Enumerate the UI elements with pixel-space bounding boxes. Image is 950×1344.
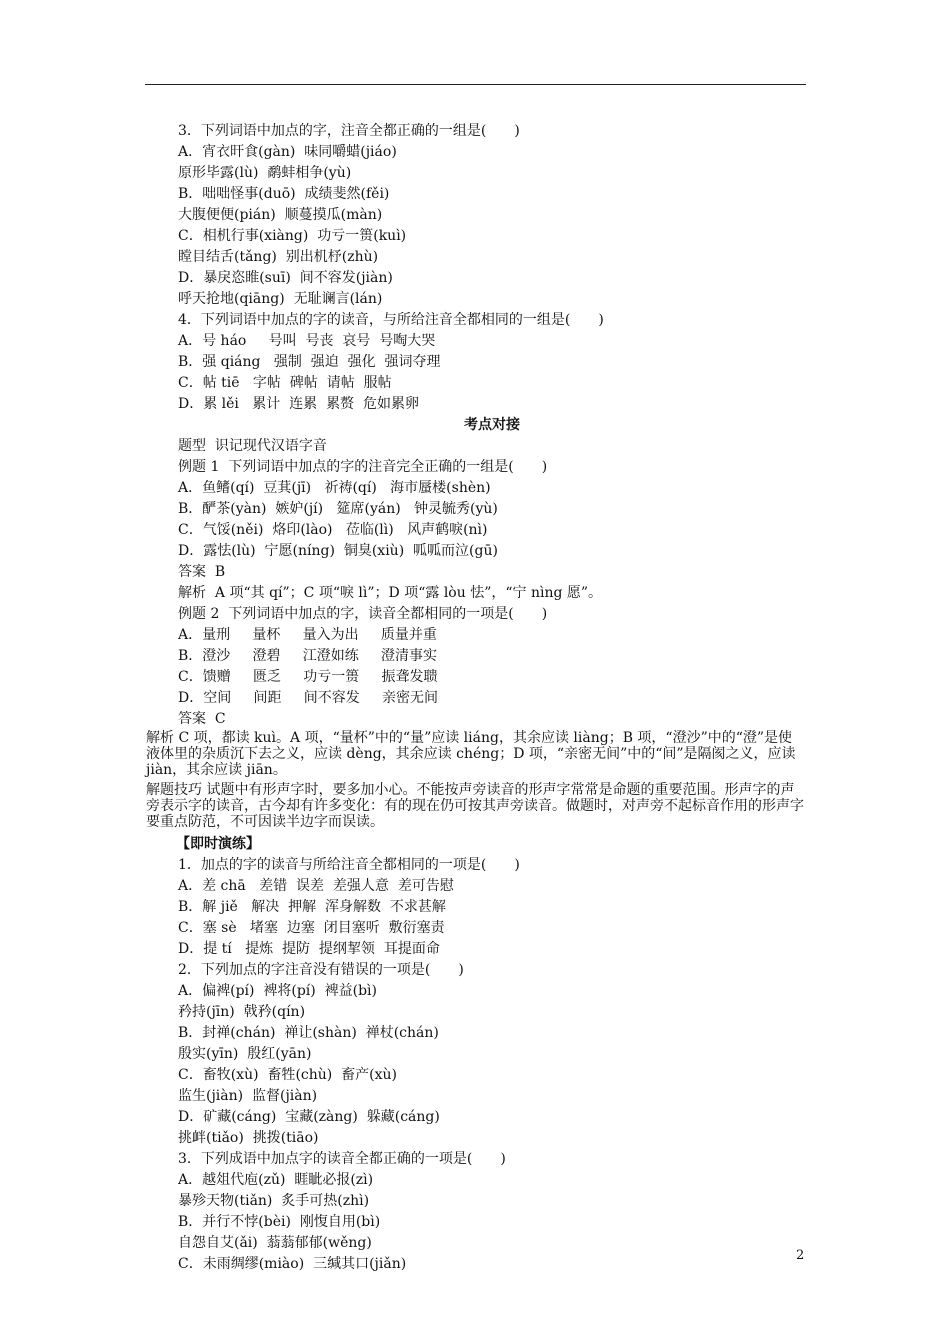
text-line: 暴殄天物(tiǎn) 炙手可热(zhì)	[178, 1193, 370, 1209]
text-line: A．号 háo 号叫 号丧 哀号 号啕大哭	[178, 333, 436, 349]
text-line: A．量刑 量杯 量入为出 质量并重	[178, 627, 437, 643]
text-line: 自怨自艾(ǎi) 蓊蓊郁郁(wěng)	[178, 1235, 372, 1251]
analysis-paragraph: 解析 C 项，都读 kuì。A 项，“量杯”中的“量”应读 liáng，其余应读 liàng；B 项，“澄沙”中的“澄”是使液体里的杂质沉下去之义，应读 dèng，其余应读 chéng；D 项，“亲密无间”中的“间”是隔阂之义，应读 jiàn，其余应读 jiān。	[146, 730, 796, 778]
practice-title: 【即时演练】	[176, 836, 260, 852]
text-line: C．塞 sè 堵塞 边塞 闭目塞听 敷衍塞责	[178, 920, 445, 936]
text-line: B．解 jiě 解决 押解 浑身解数 不求甚解	[178, 899, 446, 915]
text-line: A．鱼鳍(qí) 豆萁(jī) 祈祷(qí) 海市蜃楼(shèn)	[178, 480, 491, 496]
text-line: 3．下列词语中加点的字，注音全都正确的一组是( )	[178, 123, 520, 139]
text-line: 答案 B	[178, 564, 226, 580]
text-line: 4．下列词语中加点的字的读音，与所给注音全都相同的一组是( )	[178, 312, 604, 328]
text-line: 大腹便便(pián) 顺蔓摸瓜(màn)	[178, 207, 383, 223]
text-line: D．矿藏(cáng) 宝藏(zàng) 躲藏(cáng)	[178, 1109, 440, 1125]
text-line: A．宵衣旰食(gàn) 味同嚼蜡(jiáo)	[178, 144, 397, 160]
text-line: B．酽茶(yàn) 嫉妒(jí) 筵席(yán) 钟灵毓秀(yù)	[178, 501, 498, 517]
text-line: 2．下列加点的字注音没有错误的一项是( )	[178, 962, 464, 978]
document-body	[146, 121, 806, 1275]
text-line: 1．加点的字的读音与所给注音全都相同的一项是( )	[178, 857, 520, 873]
tips-paragraph: 解题技巧 试题中有形声字时，要多加小心。不能按声旁读音的形声字常常是命题的重要范围。形声字的声旁表示字的读音，古今却有许多变化：有的现在仍可按其声旁读音。做题时，对声旁不起标音作用的形声字要重点防范，不可因读半边字而误读。	[146, 782, 804, 830]
page-number: 2	[796, 1248, 805, 1263]
text-line: C．气馁(něi) 烙印(lào) 莅临(lì) 风声鹤唳(nì)	[178, 522, 488, 538]
text-line: A．越俎代庖(zǔ) 睚眦必报(zì)	[178, 1172, 374, 1188]
text-line: A．偏裨(pí) 裨将(pí) 裨益(bì)	[178, 983, 378, 999]
text-line: D．空间 间距 间不容发 亲密无间	[178, 690, 438, 706]
text-line: 瞠目结舌(tǎng) 别出机杼(zhù)	[178, 249, 379, 265]
text-line: 挑衅(tiǎo) 挑拨(tiāo)	[178, 1130, 319, 1146]
text-line: 监生(jiàn) 监督(jiàn)	[178, 1088, 318, 1104]
text-line: B．强 qiáng 强制 强迫 强化 强词夺理	[178, 354, 441, 370]
header-rule	[145, 84, 806, 85]
text-line: C．帖 tiē 字帖 碑帖 请帖 服帖	[178, 375, 392, 391]
text-line: C．馈赠 匮乏 功亏一篑 振聋发聩	[178, 669, 438, 685]
text-line: B．咄咄怪事(duō) 成绩斐然(fěi)	[178, 186, 390, 202]
text-line: B．封禅(chán) 禅让(shàn) 禅杖(chán)	[178, 1025, 439, 1041]
text-line: 矜持(jīn) 戟矜(qín)	[178, 1004, 306, 1020]
question-block-1	[178, 121, 806, 415]
text-line: C．相机行事(xiàng) 功亏一篑(kuì)	[178, 228, 407, 244]
text-line: D．累 lěi 累计 连累 累赘 危如累卵	[178, 396, 419, 412]
text-line: 例题 2 下列词语中加点的字，读音全都相同的一项是( )	[178, 606, 548, 622]
example-block	[178, 436, 806, 730]
text-line: D．提 tí 提炼 提防 提纲挈领 耳提面命	[178, 941, 440, 957]
text-line: D．露怯(lù) 宁愿(níng) 铜臭(xiù) 呱呱而泣(gū)	[178, 543, 498, 559]
text-line: 殷实(yīn) 殷红(yān)	[178, 1046, 312, 1062]
text-line: A．差 chā 差错 误差 差强人意 差可告慰	[178, 878, 454, 894]
text-line: 呼天抢地(qiāng) 无耻谰言(lán)	[178, 291, 383, 307]
text-line: C．未雨绸缪(miào) 三缄其口(jiǎn)	[178, 1256, 407, 1272]
text-line: 3．下列成语中加点字的读音全都正确的一项是( )	[178, 1151, 506, 1167]
text-line: D．暴戾恣睢(suī) 间不容发(jiàn)	[178, 270, 393, 286]
text-line: 解析 A 项“其 qí”；C 项“唳 lì”；D 项“露 lòu 怯”，“宁 nìng 愿”。	[178, 585, 603, 601]
text-line: 答案 C	[178, 711, 226, 727]
text-line: B．并行不悖(bèi) 刚愎自用(bì)	[178, 1214, 381, 1230]
text-line: 原形毕露(lù) 鹬蚌相争(yù)	[178, 165, 352, 181]
section-title: 考点对接	[464, 417, 520, 433]
text-line: B．澄沙 澄碧 江澄如练 澄清事实	[178, 648, 438, 664]
text-line: 题型 识记现代汉语字音	[178, 438, 327, 454]
text-line: 例题 1 下列词语中加点的字的注音完全正确的一组是( )	[178, 459, 548, 475]
text-line: C．畜牧(xù) 畜牲(chù) 畜产(xù)	[178, 1067, 397, 1083]
practice-block	[178, 855, 806, 1275]
